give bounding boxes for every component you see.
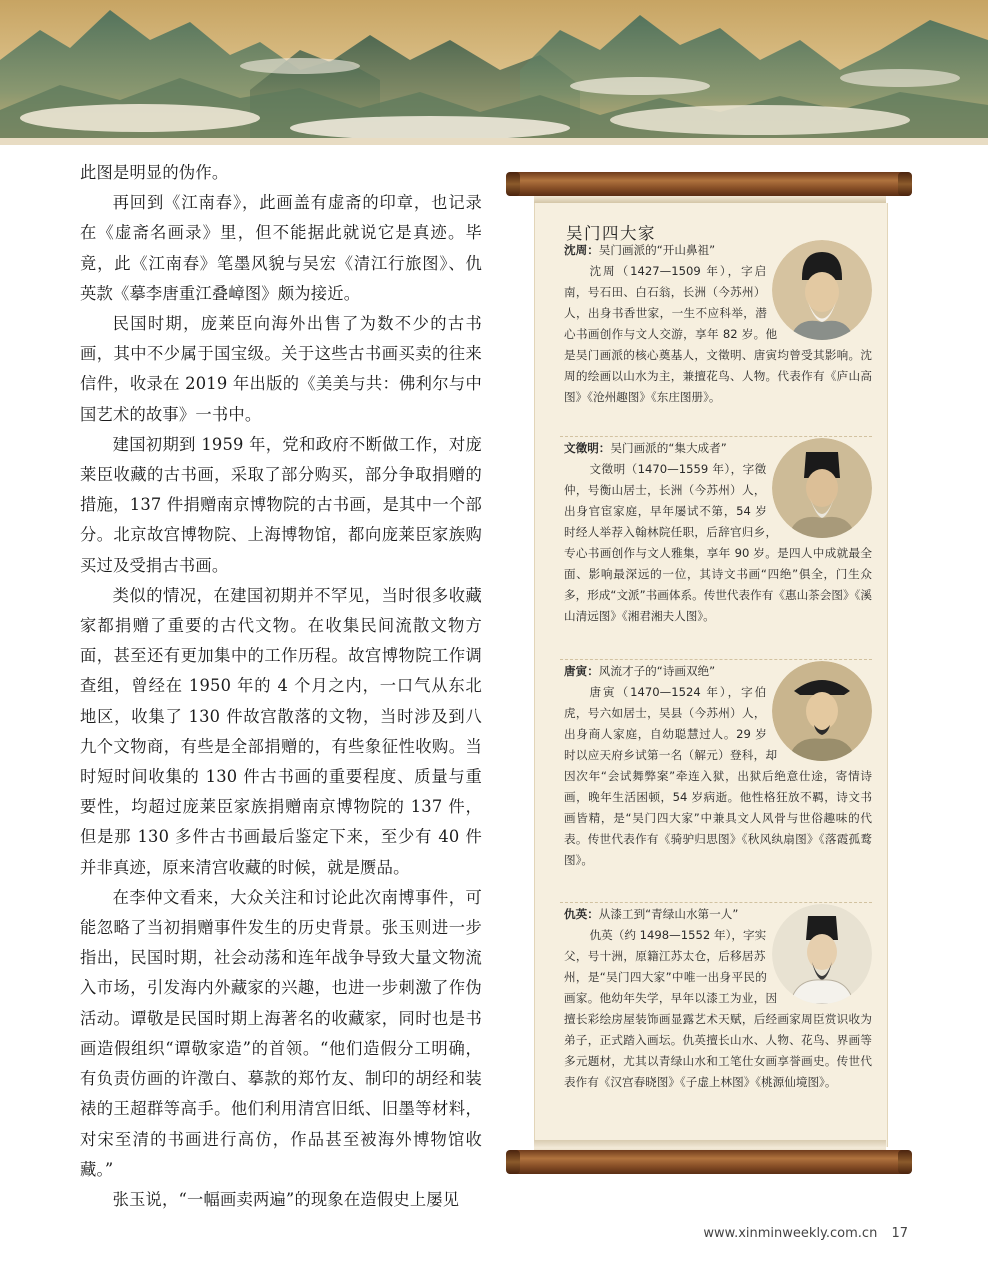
- page-footer: [703, 1226, 908, 1241]
- bio-text: 仇英（约 1498—1552 年），字实父，号十洲，原籍江苏太仓，后移居苏州，是“吴门四大家”中唯一出身平民的画家。他幼年失学，早年以漆工为业，因擅长彩绘房屋装饰画显露艺术天赋，后经画家周臣赏识收为弟子，正式踏入画坛。仇英擅长山水、人物、花鸟、界画等多元题材，尤其以青绿山水和工笔仕女画享誉画史。传世代表作有《汉宫春晓图》《子虚上林图》《桃源仙境图》。: [564, 928, 872, 1089]
- portrait-shen-zhou: [772, 240, 872, 340]
- scroll-top-rod: [509, 172, 912, 196]
- page-number: 17: [891, 1226, 908, 1241]
- article-paragraph: 类似的情况，在建国初期并不罕见，当时很多收藏家都捐赠了重要的古代文物。在收集民间流散文物方面，甚至还有更加集中的工作历程。故宫博物院工作调查组，曾经在 1950 年的 4 个月之内，一口气从东北地区，收集了 130 件故宫散落的文物，当时涉及到八九个文物商，有些是全部捐赠的，有些象征性收购。当时短时间收集的 130 件古书画的重要程度、质量与重要性，均超过庞莱臣家族捐赠南京博物院的 137 件，但是那 130 多件古书画最后鉴定下来，至少有 40 件并非真迹，原来清宫收藏的时候，就是赝品。: [80, 585, 482, 877]
- bio-divider: [560, 659, 872, 660]
- scroll-rod-end: [898, 172, 912, 196]
- article-paragraph: 在李仲文看来，大众关注和讨论此次南博事件，可能忽略了当初捐赠事件发生的历史背景。张玉则进一步指出，民国时期，社会动荡和连年战争导致大量文物流入市场，引发海内外藏家的兴趣，也进一步刺激了作伪活动。谭敬是民国时期上海著名的收藏家，同时也是书画造假组织“谭敬家造”的首领。“他们造假分工明确，有负责仿画的许澂白、摹款的郑竹友、制印的胡经和装裱的王超群等高手。他们利用清宫旧纸、旧墨等材料，对宋至清的书画进行高仿，作品甚至被海外博物馆收藏。”: [80, 887, 482, 1179]
- bio-divider: [560, 902, 872, 903]
- bio-card: [564, 904, 872, 1093]
- bio-card: [564, 661, 872, 871]
- landscape-painting-banner: [0, 0, 988, 145]
- bio-tagline: 从漆工到“青绿山水第一人”: [598, 907, 739, 921]
- portrait-wen-zhengming: [772, 438, 872, 538]
- bio-tagline: 风流才子的“诗画双绝”: [598, 664, 716, 678]
- bio-name: 唐寅：: [564, 664, 599, 678]
- article-paragraph: 再回到《江南春》，此画盖有虚斋的印章，也记录在《虚斋名画录》里，但不能据此就说它是真迹。毕竟，此《江南春》笔墨风貌与吴宏《清江行旅图》、仇英款《摹李唐重江叠嶂图》颇为接近。: [80, 193, 482, 303]
- article-paragraph: 民国时期，庞莱臣向海外出售了为数不少的古书画，其中不少属于国宝级。关于这些古书画买卖的往来信件，收录在 2019 年出版的《美美与共：佛利尔与中国艺术的故事》一书中。: [80, 314, 482, 424]
- portrait-tang-yin: [772, 661, 872, 761]
- bio-text: 沈周（1427—1509 年），字启南，号石田、白石翁，长洲（今苏州）人，出身书香世家，一生不应科举，潜心书画创作与文人交游，享年 82 岁。他是吴门画派的核心奠基人，文徵明、唐寅均曾受其影响。沈周的绘画以山水为主，兼擅花鸟、人物。代表作有《庐山高图》《沧州趣图》《东庄图册》。: [564, 264, 872, 404]
- bio-tagline: 吴门画派的“集大成者”: [610, 441, 727, 455]
- scroll-rod-end: [898, 1150, 912, 1174]
- article-paragraph: 此图是明显的伪作。: [80, 163, 229, 182]
- mountain-landscape-illustration: [0, 0, 988, 145]
- bio-name: 文徵明：: [564, 441, 611, 455]
- bio-divider: [560, 436, 872, 437]
- article-body: [80, 158, 482, 1215]
- bio-name: 沈周：: [564, 243, 599, 257]
- website-url: www.xinminweekly.com.cn: [703, 1226, 878, 1241]
- article-paragraph: 建国初期到 1959 年，党和政府不断做工作，对庞莱臣收藏的古书画，采取了部分购买，部分争取捐赠的措施，137 件捐赠南京博物院的古书画，是其中一个部分。北京故宫博物院、上海博物馆，都向庞莱臣家族购买过及受捐古书画。: [80, 434, 482, 575]
- scroll-bottom-rod: [509, 1150, 912, 1174]
- bio-name: 仇英：: [564, 907, 599, 921]
- bio-card: [564, 240, 872, 408]
- portrait-qiu-ying: [772, 904, 872, 1004]
- bio-tagline: 吴门画派的“开山鼻祖”: [598, 243, 716, 257]
- bio-card: [564, 438, 872, 627]
- scroll-rod-end: [506, 1150, 520, 1174]
- scroll-rod-end: [506, 172, 520, 196]
- bio-text: 文徵明（1470—1559 年），字徵仲，号衡山居士，长洲（今苏州）人，出身官宦家庭，早年屡试不第，54 岁时经人举荐入翰林院任职，后辞官归乡，专心书画创作与文人雅集，享年 90 岁。是四人中成就最全面、影响最深远的一位，其诗文书画“四绝”俱全，门生众多，形成“文派”书画体系。传世代表作有《惠山茶会图》《溪山清远图》《湘君湘夫人图》。: [564, 462, 872, 623]
- article-paragraph: 张玉说，“一幅画卖两遍”的现象在造假史上屡见: [112, 1189, 460, 1209]
- sidebar-title: 吴门四大家: [566, 224, 656, 243]
- bio-text: 唐寅（1470—1524 年），字伯虎，号六如居士，吴县（今苏州）人，出身商人家庭，自幼聪慧过人。29 岁时以应天府乡试第一名（解元）登科，却因次年“会试舞弊案”牵连入狱，出狱后绝意仕途，寄情诗画，晚年生活困顿，54 岁病逝。他性格狂放不羁，诗文书画皆精，是“吴门四大家”中兼具文人风骨与世俗趣味的代表。传世代表作有《骑驴归思图》《秋风纨扇图》《落霞孤鹜图》。: [564, 685, 872, 867]
